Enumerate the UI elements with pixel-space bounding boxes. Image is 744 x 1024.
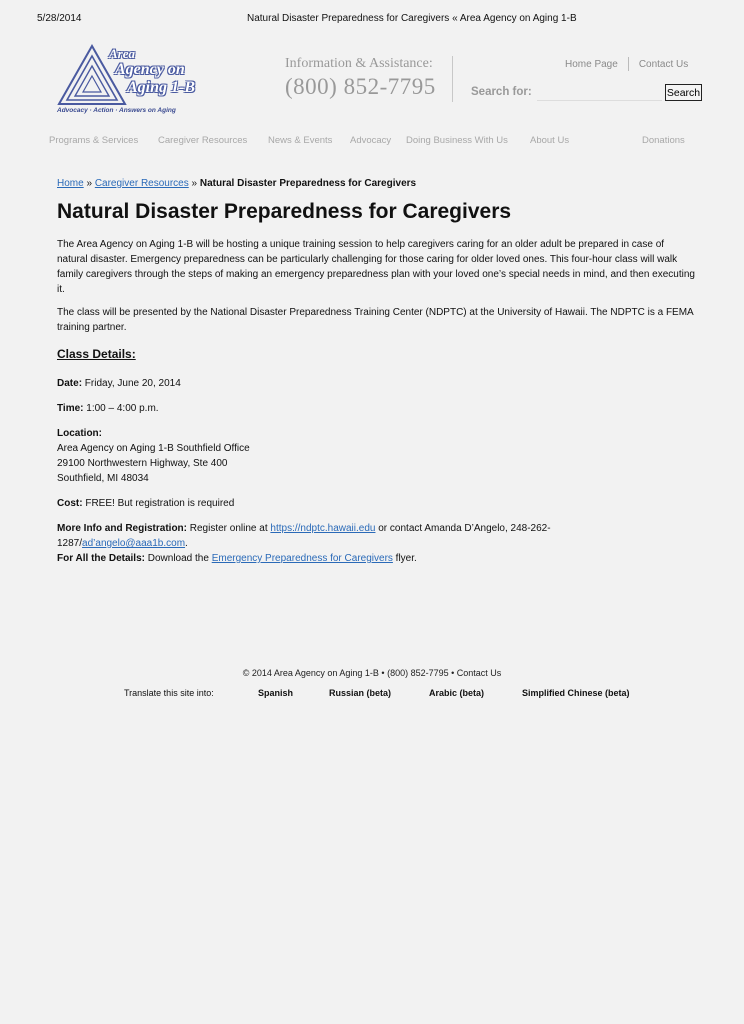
info-phone-number[interactable]: (800) 852-7795 [285, 74, 436, 99]
nav-doing-business[interactable]: Doing Business With Us [406, 135, 508, 146]
search-label: Search for: [471, 86, 532, 98]
search-button[interactable]: Search [665, 84, 702, 101]
presenter-paragraph: The class will be presented by the National Disaster Preparedness Training Center (NDPTC) at the University of Hawaii. The NDPTC is a FEMA training partner. [57, 307, 694, 333]
location-label: Location [57, 428, 99, 439]
translate-russian-link[interactable]: Russian (beta) [329, 688, 392, 698]
location-line-2: 29100 Northwestern Highway, Ste 400 [57, 458, 228, 469]
more-info-row: More Info and Registration: Register online at https://ndptc.hawaii.edu or contact Amanda D’Angelo, 248-262-1287/ad’angelo@aaa1b.com. [57, 523, 551, 549]
nav-news-events[interactable]: News & Events [268, 135, 333, 146]
home-page-link[interactable]: Home Page [565, 58, 618, 70]
cost-row [57, 496, 697, 511]
breadcrumb-caregiver-resources-link[interactable]: Caregiver Resources [94, 178, 189, 189]
translate-spanish-link[interactable]: Spanish [258, 688, 294, 698]
breadcrumb-separator: » [86, 178, 93, 189]
logo-text-line3: Aging 1-B [127, 79, 196, 96]
agency-logo[interactable] [57, 44, 217, 124]
time-label: Time: [57, 403, 84, 414]
date-row: Date: Friday, June 20, 2014 [57, 378, 181, 389]
print-date: 5/28/2014 [37, 13, 82, 24]
flyer-download-link[interactable]: Emergency Preparedness for Caregivers [211, 553, 393, 564]
nav-about-us[interactable]: About Us [530, 135, 570, 146]
contact-us-link[interactable]: Contact Us [638, 58, 689, 70]
nav-caregiver-resources[interactable]: Caregiver Resources [158, 135, 248, 146]
date-value: Friday, June 20, 2014 [82, 378, 181, 389]
page-title: Natural Disaster Preparedness for Caregivers [57, 200, 512, 223]
all-details-suffix: flyer. [392, 553, 417, 564]
translate-arabic-link[interactable]: Arabic (beta) [429, 688, 485, 698]
nav-advocacy[interactable]: Advocacy [350, 135, 392, 146]
search-input[interactable] [537, 85, 662, 101]
logo-text-line2: Agency on [115, 61, 185, 78]
more-info-contact-text: or contact Amanda D’Angelo, 248-262-1287/ [57, 523, 551, 549]
intro-paragraph: The Area Agency on Aging 1-B will be hosting a unique training session to help caregivers caring for an older adult be prepared in case of natural disaster. Emergency preparedness can be particularly challenging for those caring for older loved ones. This four-hour class will walk family caregivers through the steps of making an emergency preparedness plan with your loved one’s special needs in mind, and then executing it. [57, 239, 695, 295]
translate-chinese-link[interactable]: Simplified Chinese (beta) [522, 688, 630, 698]
cost-label: Cost: [57, 498, 83, 509]
location-line-1: Area Agency on Aging 1-B Southfield Office [57, 443, 250, 454]
article-body [57, 237, 697, 566]
more-info-label: More Info and Registration: [57, 523, 187, 534]
nav-donations[interactable]: Donations [642, 135, 685, 146]
time-value: 1:00 – 4:00 p.m. [83, 403, 159, 414]
ndptc-registration-link[interactable]: https://ndptc.hawaii.edu [270, 523, 376, 534]
contact-email-link[interactable]: ad’angelo@aaa1b.com [82, 538, 186, 549]
date-label: Date [57, 378, 79, 389]
all-details-label: For All the Details: [57, 553, 145, 564]
footer-copyright: © 2014 Area Agency on Aging 1-B • (800) 852-7795 • Contact Us [242, 668, 502, 678]
logo-tagline: Advocacy · Action · Answers on Aging [57, 107, 176, 114]
nav-programs-services[interactable]: Programs & Services [49, 135, 139, 146]
all-details-text: Download the [144, 553, 212, 564]
all-details-row [57, 551, 697, 566]
time-row [57, 401, 697, 416]
top-links-divider [628, 57, 629, 71]
more-info-text: Register online at [187, 523, 271, 534]
logo-text-line1: Area [109, 46, 135, 61]
cost-value: FREE! But registration is required [82, 498, 235, 509]
location-row: Location: Area Agency on Aging 1-B Southfield Office 29100 Northwestern Highway, Ste 400 Southfield, MI 48034 [57, 428, 250, 484]
breadcrumb-home-link[interactable]: Home [57, 178, 84, 189]
location-line-3: Southfield, MI 48034 [57, 473, 149, 484]
breadcrumb-separator: » [191, 178, 198, 189]
header-divider [452, 56, 453, 102]
breadcrumb-current: Natural Disaster Preparedness for Caregivers [199, 178, 417, 189]
print-page-title: Natural Disaster Preparedness for Caregivers « Area Agency on Aging 1-B [247, 13, 577, 24]
info-assistance-label: Information & Assistance: [285, 56, 433, 71]
class-details-heading: Class Details: [57, 347, 136, 361]
breadcrumb [57, 178, 416, 189]
top-links [565, 57, 688, 71]
translate-label: Translate this site into: [124, 688, 214, 698]
